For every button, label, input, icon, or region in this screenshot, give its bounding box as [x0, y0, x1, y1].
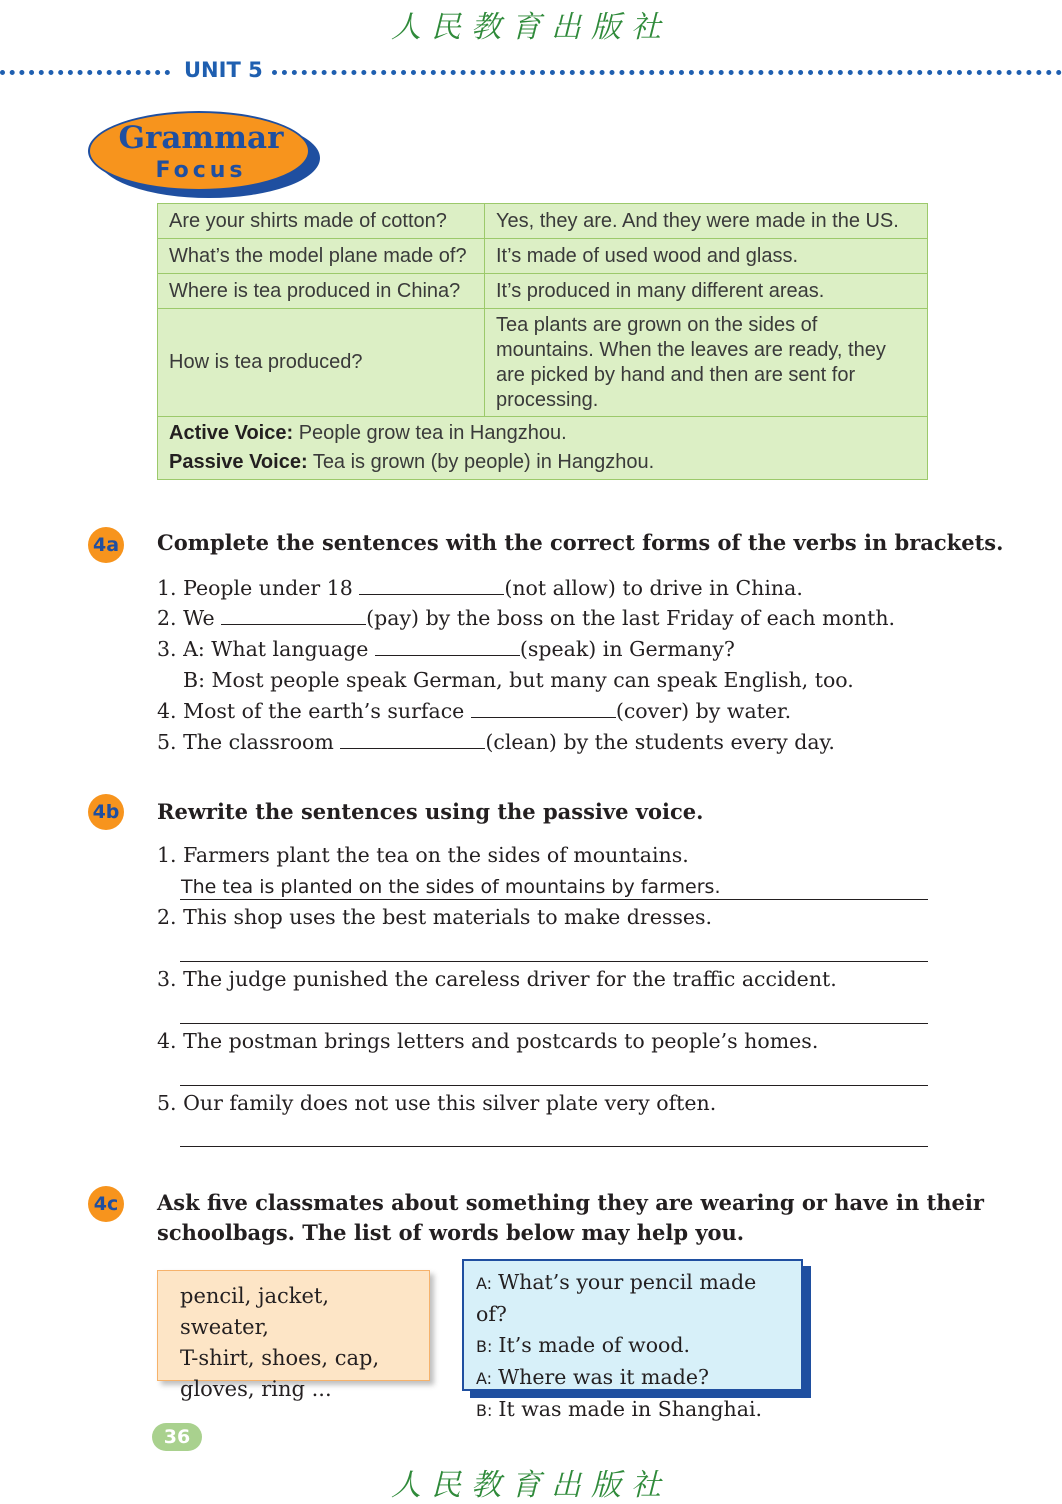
dialog-line: A: What’s your pencil made of?	[476, 1270, 757, 1326]
passive-voice-label: Passive Voice:	[169, 451, 308, 473]
publisher-logo-bottom: 人民教育出版社	[391, 1468, 671, 1503]
answer-blank[interactable]	[340, 730, 485, 749]
exercise-4a-item-3-b: B: Most people speak German, but many can speak English, too.	[183, 668, 854, 692]
dialog-line: B: It’s made of wood.	[476, 1333, 691, 1357]
exercise-4c-instruction-line-1: Ask five classmates about something they are wearing or have in their	[157, 1190, 984, 1215]
word-list-box	[157, 1270, 430, 1401]
table-cell-question: Are your shirts made of cotton?	[158, 204, 485, 239]
grammar-focus-subtitle: Focus	[155, 158, 247, 183]
table-cell-question: How is tea produced?	[158, 309, 485, 417]
answer-line-1[interactable]	[180, 899, 928, 900]
grammar-table	[157, 203, 928, 480]
dialog-box	[462, 1259, 803, 1421]
table-cell-answer: It’s made of used wood and glass.	[485, 239, 928, 274]
exercise-4b-item-3: 3. The judge punished the careless driver for the traffic accident.	[157, 967, 837, 991]
dialog-line: A: Where was it made?	[476, 1365, 709, 1389]
unit-label: UNIT 5	[184, 58, 263, 82]
answer-blank[interactable]	[359, 576, 504, 595]
exercise-4a-item-1: 1. People under 18 (not allow) to drive in China.	[157, 576, 803, 600]
answer-blank[interactable]	[375, 637, 520, 656]
exercise-4b-instruction: Rewrite the sentences using the passive voice.	[157, 799, 704, 824]
table-cell-question: What’s the model plane made of?	[158, 239, 485, 274]
table-cell-answer: It’s produced in many different areas.	[485, 274, 928, 309]
answer-blank[interactable]	[221, 606, 366, 625]
passive-voice-text: Tea is grown (by people) in Hangzhou.	[312, 451, 655, 473]
exercise-4a-item-5: 5. The classroom (clean) by the students every day.	[157, 730, 835, 754]
answer-line-4[interactable]	[180, 1085, 928, 1086]
exercise-4b-item-5: 5. Our family does not use this silver plate very often.	[157, 1091, 717, 1115]
table-cell-question: Where is tea produced in China?	[158, 274, 485, 309]
exercise-badge-4b: 4b	[88, 794, 124, 830]
table-row	[158, 309, 928, 417]
dotted-rule-left	[0, 70, 170, 75]
exercise-4b-item-2: 2. This shop uses the best materials to make dresses.	[157, 905, 713, 929]
exercise-badge-4a: 4a	[88, 527, 124, 563]
table-row-voice	[158, 417, 928, 480]
exercise-4a-item-2: 2. We (pay) by the boss on the last Friday of each month.	[157, 606, 896, 630]
word-list-line: pencil, jacket, sweater,	[180, 1284, 329, 1339]
exercise-4b-item-4: 4. The postman brings letters and postcards to people’s homes.	[157, 1029, 819, 1053]
exercise-4b-item-1: 1. Farmers plant the tea on the sides of mountains.	[157, 843, 689, 867]
exercise-4a-instruction: Complete the sentences with the correct forms of the verbs in brackets.	[157, 530, 1004, 555]
word-list-line: gloves, ring ...	[180, 1377, 332, 1401]
table-row	[158, 274, 928, 309]
active-voice-text: People grow tea in Hangzhou.	[298, 422, 567, 444]
dialog-line: B: It was made in Shanghai.	[476, 1397, 763, 1421]
speaker-label: A:	[476, 1274, 493, 1293]
page-number: 36	[152, 1423, 202, 1451]
active-voice-label: Active Voice:	[169, 422, 294, 444]
answer-line-3[interactable]	[180, 1023, 928, 1024]
table-cell-answer: Tea plants are grown on the sides of mountains. When the leaves are ready, they are picked by hand and then are sent for processing.	[485, 309, 928, 417]
example-answer: The tea is planted on the sides of mountains by farmers.	[181, 876, 721, 898]
exercise-4c-instruction-line-2: schoolbags. The list of words below may help you.	[157, 1220, 745, 1245]
exercise-4a-item-3: 3. A: What language (speak) in Germany?	[157, 637, 735, 661]
table-row	[158, 204, 928, 239]
voice-cell	[158, 417, 928, 480]
table-row	[158, 239, 928, 274]
speaker-label: B:	[476, 1401, 493, 1420]
exercise-4a-item-4: 4. Most of the earth’s surface (cover) by water.	[157, 699, 792, 723]
dotted-rule-right	[272, 70, 1062, 75]
speaker-label: A:	[476, 1369, 493, 1388]
answer-line-2[interactable]	[180, 961, 928, 962]
speaker-label: B:	[476, 1337, 493, 1356]
answer-blank[interactable]	[471, 699, 616, 718]
word-list-line: T-shirt, shoes, cap,	[180, 1346, 380, 1370]
answer-line-5[interactable]	[180, 1146, 928, 1147]
grammar-focus-title: Grammar	[118, 120, 284, 156]
exercise-badge-4c: 4c	[88, 1186, 124, 1222]
table-cell-answer: Yes, they are. And they were made in the US.	[485, 204, 928, 239]
publisher-logo-top: 人民教育出版社	[391, 10, 671, 45]
